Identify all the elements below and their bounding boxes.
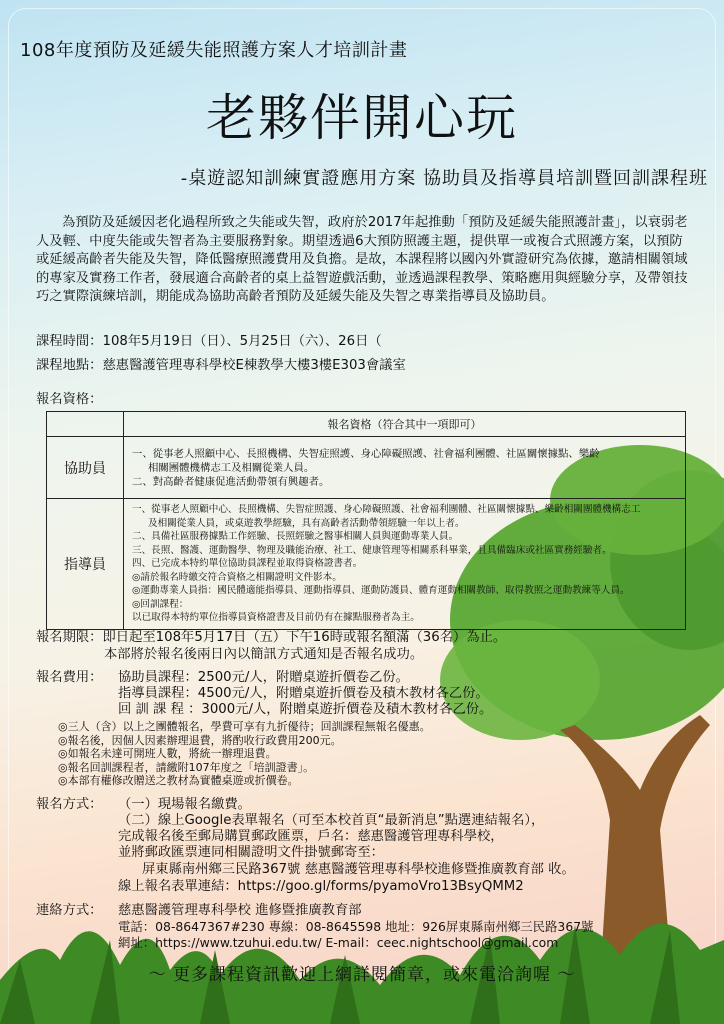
course-place-label: 課程地點：	[36, 358, 103, 373]
note-item: ◎報名後，因個人因素辦理退費，將酌收行政費用200元。	[58, 733, 342, 747]
role-instructor: 指導員	[47, 499, 124, 630]
method-label: 報名方式：	[36, 797, 103, 812]
note-item: ◎如報名未達可開班人數，將統一辦理退費。	[58, 747, 277, 761]
plan-title: 108年度預防及延緩失能照護方案人才培訓計畫	[20, 40, 408, 61]
condition-line: 四、已完成本特約單位協助員課程並取得資格證書者。	[132, 558, 363, 569]
fee-retraining: 回 訓 課 程 ：3000元/人，附贈桌遊折價卷及積木教材各乙份。	[118, 702, 493, 717]
condition-line: ◎請於報名時繳交符合資格之相關證明文件影本。	[132, 571, 342, 583]
contact-web[interactable]: 網址：https://www.tzuhui.edu.tw/ E-mail：ceec.nightschool@gmail.com	[118, 935, 559, 950]
table-row	[47, 437, 686, 499]
course-time-value: 108年5月19日（日）、5月25日（六）、26日（	[102, 334, 382, 349]
note-item: ◎三人（含）以上之團體報名，學費可享有九折優待；回訓課程無報名優惠。	[58, 720, 431, 733]
note-item: ◎本部有權修改贈送之教材為實體桌遊或折價卷。	[58, 774, 299, 788]
mailing-address: 屏東縣南州鄉三民路367號 慈惠醫護管理專科學校進修暨推廣教育部 收。	[142, 862, 575, 877]
condition-line: 二、對高齡者健康促進活動帶領有興趣者。	[132, 475, 330, 488]
contact-phone: 電話：08-8647367#230 專線：08-8645598 地址：926屏東縣南州鄉三民路367號	[118, 919, 594, 934]
course-place	[36, 354, 406, 373]
qualification-label: 報名資格：	[36, 392, 103, 407]
condition-line: 及相關從業人員，或桌遊教學經驗，具有高齡者活動帶領經驗一年以上者。	[148, 517, 465, 529]
contact-label: 連絡方式：	[36, 903, 103, 918]
table-header: 報名資格（符合其中一項即可）	[124, 412, 686, 437]
qualification-table	[46, 411, 686, 630]
deadline	[36, 630, 506, 646]
course-place-value: 慈惠醫護管理專科學校E棟教學大樓3樓E303會議室	[102, 358, 406, 373]
role-assistant: 協助員	[47, 437, 124, 499]
method-item: （一）現場報名繳費。	[118, 797, 251, 812]
main-title: 老夥伴開心玩	[206, 89, 518, 147]
condition-line: 一、從事老人照顧中心、長照機構、失智症照護、身心障礙照護、社會福利團體、社區關懷據點、樂齡	[132, 447, 600, 460]
table-header-row	[47, 412, 686, 437]
contact-org: 慈惠醫護管理專科學校 進修暨推廣教育部	[118, 903, 362, 918]
note-item: ◎報名回訓課程者，請繳附107年度之「培訓證書」。	[58, 760, 315, 774]
deadline-label: 報名期限：	[36, 630, 103, 645]
fees-label: 報名費用：	[36, 670, 103, 685]
conditions-instructor	[124, 499, 686, 630]
fee-assistant: 協助員課程：2500元/人，附贈桌遊折價卷乙份。	[118, 670, 409, 685]
form-link[interactable]: 線上報名表單連結：https://goo.gl/forms/pyamoVro13BsyQMM2	[118, 879, 524, 894]
course-time	[36, 330, 382, 349]
subtitle: -桌遊認知訓練實證應用方案 協助員及指導員培訓暨回訓課程班	[180, 168, 708, 189]
deadline-value: 即日起至108年5月17日（五）下午16時或報名額滿（36名）為止。	[102, 630, 507, 645]
fee-instructor: 指導員課程：4500元/人，附贈桌遊折價卷及積木教材各乙份。	[118, 686, 489, 701]
condition-line: ◎回訓課程：	[132, 598, 189, 610]
method-item: 完成報名後至郵局購買郵政匯票，戶名：慈惠醫護管理專科學校，	[118, 829, 504, 844]
course-time-label: 課程時間：	[36, 334, 103, 349]
table-corner-cell	[47, 412, 124, 437]
deadline-note: 本部將於報名後兩日內以簡訊方式通知是否報名成功。	[104, 647, 424, 662]
condition-line: 三、長照、醫護、運動醫學、物理及職能治療、社工、健康管理等相關系科畢業，且具備臨床或社區實務經驗者。	[132, 544, 612, 556]
condition-line: 一、從事老人照顧中心、長照機構、失智症照護、身心障礙照護、社會福利團體、社區關懷據點、樂齡相關團體機構志工	[132, 504, 641, 515]
condition-line: ◎運動專業人員指：國民體適能指導員、運動指導員、運動防護員、體育運動相關教師、取得教照之運動教練等人員。	[132, 585, 630, 596]
table-row	[47, 499, 686, 630]
condition-line: 以已取得本特約單位指導員資格證書及目前仍有在據點服務者為主。	[132, 612, 420, 623]
footer-text: ～ 更多課程資訊歡迎上網詳閱簡章，或來電洽詢喔 ～	[148, 965, 576, 985]
method-item: 並將郵政匯票連同相關證明文件掛號郵寄至：	[118, 845, 384, 860]
method-item: （二）線上Google表單報名（可至本校首頁“最新消息”點選連結報名），	[118, 813, 545, 828]
condition-line: 二、具備社區服務據點工作經驗、長照經驗之醫事相關人員與運動專業人員。	[132, 531, 459, 542]
notes-list	[58, 720, 431, 788]
intro-paragraph: 為預防及延緩因老化過程所致之失能或失智，政府於2017年起推動「預防及延緩失能照護計畫」，以衰弱老人及輕、中度失能或失智者為主要服務對象。期望透過6大預防照護主題，提供單一或複合式照護方案，以預防或延緩高齡者失能及失智，降低醫療照護費用及負擔。是故，本課程將以國內外實證研究為依據，邀請相關領域的專家及實務工作者，發展適合高齡者的桌上益智遊戲活動，並透過課程教學、策略應用與經驗分享，及帶領技巧之實際演練培訓，期能成為協助高齡者預防及延緩失能及失智之專業指導員及協助員。	[36, 215, 688, 304]
condition-line: 相關團體機構志工及相關從業人員。	[148, 461, 315, 474]
conditions-assistant	[124, 437, 686, 499]
